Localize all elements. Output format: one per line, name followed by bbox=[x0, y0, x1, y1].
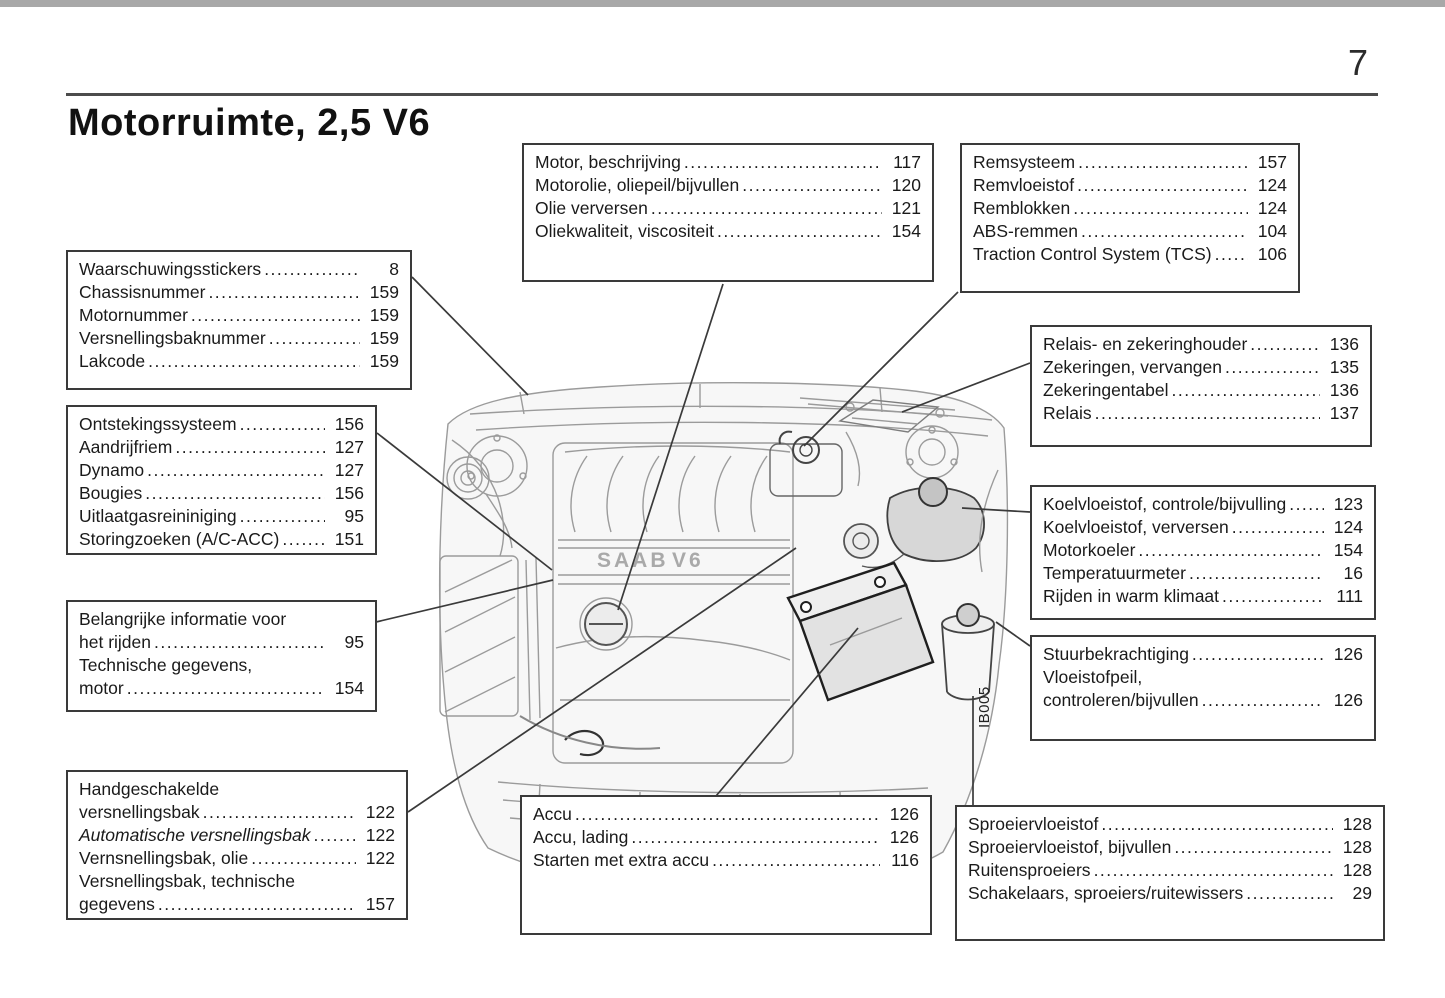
page-ref: 122 bbox=[365, 848, 395, 868]
page-ref: 157 bbox=[1257, 152, 1287, 172]
index-entry: Zekeringen, vervangen ..... 135 bbox=[1043, 356, 1359, 379]
dot-leader bbox=[240, 505, 325, 528]
page-ref: 123 bbox=[1333, 494, 1363, 514]
dot-leader bbox=[1202, 689, 1324, 712]
engine-cover-labels bbox=[597, 549, 704, 572]
dot-leader bbox=[147, 459, 325, 482]
dot-leader bbox=[1077, 174, 1248, 197]
page-ref: 29 bbox=[1352, 883, 1372, 903]
index-box-koelvloeistof bbox=[1030, 485, 1376, 620]
dot-leader bbox=[314, 824, 356, 847]
dot-leader bbox=[148, 350, 360, 373]
index-entry: Ontstekingssysteem ..... 156 bbox=[79, 413, 364, 436]
index-entry: Vernsnellingsbak, olie ..... 122 bbox=[79, 847, 395, 870]
index-entry: Relais- en zekeringhouder ..... 136 bbox=[1043, 333, 1359, 356]
page-ref: 16 bbox=[1343, 563, 1363, 583]
page-ref: 154 bbox=[334, 678, 364, 698]
index-entry: Lakcode ..... 159 bbox=[79, 350, 399, 373]
dot-leader bbox=[1138, 539, 1324, 562]
index-entry: Oliekwaliteit, viscositeit ..... 154 bbox=[535, 220, 921, 243]
index-box-versnellingsbak bbox=[66, 770, 408, 920]
page-ref: 8 bbox=[389, 259, 399, 279]
page-ref: 159 bbox=[369, 305, 399, 325]
index-entry: Waarschuwingsstickers ..... 8 bbox=[79, 258, 399, 281]
index-entry: Motornummer ..... 159 bbox=[79, 304, 399, 327]
dot-leader bbox=[1172, 379, 1321, 402]
dot-leader bbox=[154, 631, 325, 654]
index-entry: Versnellingsbak, technische gegevens ..... 157 bbox=[79, 870, 395, 916]
page-ref: 128 bbox=[1342, 814, 1372, 834]
index-box-ontsteking bbox=[66, 405, 377, 555]
index-entry: Chassisnummer ..... 159 bbox=[79, 281, 399, 304]
page-ref: 111 bbox=[1336, 586, 1363, 606]
leader-line bbox=[412, 277, 528, 395]
page-ref: 137 bbox=[1329, 403, 1359, 423]
dot-leader bbox=[742, 174, 882, 197]
index-box-remsysteem bbox=[960, 143, 1300, 293]
index-entry: Remvloeistof ..... 124 bbox=[973, 174, 1287, 197]
dot-leader bbox=[208, 281, 360, 304]
index-entry: Accu, lading ..... 126 bbox=[533, 826, 919, 849]
page-ref: 154 bbox=[1333, 540, 1363, 560]
page-ref: 136 bbox=[1329, 380, 1359, 400]
dot-leader bbox=[1081, 220, 1248, 243]
index-entry: Relais ..... 137 bbox=[1043, 402, 1359, 425]
page-ref: 159 bbox=[369, 351, 399, 371]
index-box-relais bbox=[1030, 325, 1372, 447]
index-entry: Schakelaars, sproeiers/ruitewissers ..... 29 bbox=[968, 882, 1372, 905]
page-ref: 95 bbox=[344, 506, 364, 526]
dot-leader bbox=[1078, 151, 1248, 174]
index-entry: ABS-remmen ..... 104 bbox=[973, 220, 1287, 243]
index-box-waarschuwing bbox=[66, 250, 412, 390]
dot-leader bbox=[191, 304, 360, 327]
page-ref: 156 bbox=[334, 414, 364, 434]
dot-leader bbox=[1250, 333, 1320, 356]
index-entry: Accu ..... 126 bbox=[533, 803, 919, 826]
figure-code: IB005 bbox=[976, 686, 993, 728]
page-ref: 126 bbox=[889, 827, 919, 847]
index-entry: Storingzoeken (A/C-ACC) ..... 151 bbox=[79, 528, 364, 551]
index-entry: Handgeschakelde versnellingsbak ..... 122 bbox=[79, 778, 395, 824]
page-ref: 159 bbox=[369, 328, 399, 348]
index-box-stuurbekrachtiging bbox=[1030, 635, 1376, 741]
page-ref: 127 bbox=[334, 460, 364, 480]
index-entry: Vloeistofpeil, controleren/bijvullen ..... 126 bbox=[1043, 666, 1363, 712]
page-ref: 121 bbox=[891, 198, 921, 218]
index-entry: Koelvloeistof, controle/bijvulling ..... 123 bbox=[1043, 493, 1363, 516]
index-box-motor bbox=[522, 143, 934, 282]
index-entry: Stuurbekrachtiging ..... 126 bbox=[1043, 643, 1363, 666]
dot-leader bbox=[1232, 516, 1324, 539]
dot-leader bbox=[264, 258, 360, 281]
index-entry: Belangrijke informatie voor het rijden ..... 95 bbox=[79, 608, 364, 654]
dot-leader bbox=[282, 528, 325, 551]
page-ref: 157 bbox=[365, 894, 395, 914]
index-entry: Dynamo ..... 127 bbox=[79, 459, 364, 482]
index-entry: Remsysteem ..... 157 bbox=[973, 151, 1287, 174]
page-ref: 106 bbox=[1257, 244, 1287, 264]
index-entry: Remblokken ..... 124 bbox=[973, 197, 1287, 220]
engine-model-label: V6 bbox=[672, 549, 704, 572]
page-ref: 159 bbox=[369, 282, 399, 302]
dot-leader bbox=[240, 413, 325, 436]
dot-leader bbox=[1189, 562, 1324, 585]
page-ref: 127 bbox=[334, 437, 364, 457]
page-ref: 124 bbox=[1333, 517, 1363, 537]
index-box-sproeier bbox=[955, 805, 1385, 941]
index-entry: Technische gegevens, motor ..... 154 bbox=[79, 654, 364, 700]
page-ref: 124 bbox=[1257, 175, 1287, 195]
engine-brand-label: SAAB bbox=[597, 549, 669, 572]
dot-leader bbox=[127, 677, 325, 700]
index-entry: Sproeiervloeistof, bijvullen ..... 128 bbox=[968, 836, 1372, 859]
index-entry: Aandrijfriem ..... 127 bbox=[79, 436, 364, 459]
page-ref: 128 bbox=[1342, 837, 1372, 857]
index-entry: Motorolie, oliepeil/bijvullen ..... 120 bbox=[535, 174, 921, 197]
dot-leader bbox=[717, 220, 882, 243]
page-ref: 122 bbox=[365, 825, 395, 845]
index-entry: Motor, beschrijving ..... 117 bbox=[535, 151, 921, 174]
page-ref: 151 bbox=[334, 529, 364, 549]
page-ref: 154 bbox=[891, 221, 921, 241]
index-entry: Ruitensproeiers ..... 128 bbox=[968, 859, 1372, 882]
index-box-accu bbox=[520, 795, 932, 935]
dot-leader bbox=[712, 849, 880, 872]
dot-leader bbox=[1073, 197, 1248, 220]
page-ref: 136 bbox=[1329, 334, 1359, 354]
index-entry: Sproeiervloeistof ..... 128 bbox=[968, 813, 1372, 836]
index-entry: Traction Control System (TCS) ..... 106 bbox=[973, 243, 1287, 266]
index-entry: Rijden in warm klimaat ..... 111 bbox=[1043, 585, 1363, 608]
index-entry: Starten met extra accu ..... 116 bbox=[533, 849, 919, 872]
dot-leader bbox=[1289, 493, 1324, 516]
index-entry: Olie verversen ..... 121 bbox=[535, 197, 921, 220]
dot-leader bbox=[158, 893, 356, 916]
page-title: Motorruimte, 2,5 V6 bbox=[68, 102, 431, 144]
page-ref: 128 bbox=[1342, 860, 1372, 880]
page-ref: 116 bbox=[891, 850, 919, 870]
dot-leader bbox=[651, 197, 882, 220]
dot-leader bbox=[1174, 836, 1333, 859]
page-ref: 120 bbox=[891, 175, 921, 195]
page-ref: 156 bbox=[334, 483, 364, 503]
page-ref: 126 bbox=[889, 804, 919, 824]
index-entry: Zekeringentabel ..... 136 bbox=[1043, 379, 1359, 402]
dot-leader bbox=[251, 847, 356, 870]
dot-leader bbox=[1222, 585, 1324, 608]
dot-leader bbox=[145, 482, 325, 505]
page-number: 7 bbox=[1347, 42, 1369, 83]
index-entry: Automatische versnellingsbak ..... 122 bbox=[79, 824, 395, 847]
page-ref: 124 bbox=[1257, 198, 1287, 218]
index-entry: Temperatuurmeter ..... 16 bbox=[1043, 562, 1363, 585]
index-box-belangrijk bbox=[66, 600, 377, 712]
dot-leader bbox=[1215, 243, 1248, 266]
index-entry: Koelvloeistof, verversen ..... 124 bbox=[1043, 516, 1363, 539]
dot-leader bbox=[1246, 882, 1333, 905]
page-ref: 126 bbox=[1333, 644, 1363, 664]
page-ref: 122 bbox=[365, 802, 395, 822]
index-entry: Motorkoeler ..... 154 bbox=[1043, 539, 1363, 562]
page-ref: 95 bbox=[344, 632, 364, 652]
dot-leader bbox=[1192, 643, 1324, 666]
dot-leader bbox=[684, 151, 882, 174]
dot-leader bbox=[631, 826, 880, 849]
page-ref: 126 bbox=[1333, 690, 1363, 710]
dot-leader bbox=[575, 803, 880, 826]
dot-leader bbox=[1095, 402, 1320, 425]
dot-leader bbox=[1094, 859, 1333, 882]
index-entry: Bougies ..... 156 bbox=[79, 482, 364, 505]
index-entry: Uitlaatgasreininiging ..... 95 bbox=[79, 505, 364, 528]
dot-leader bbox=[269, 327, 360, 350]
dot-leader bbox=[1225, 356, 1320, 379]
dot-leader bbox=[1101, 813, 1333, 836]
page-ref: 117 bbox=[893, 152, 921, 172]
index-entry: Versnellingsbaknummer ..... 159 bbox=[79, 327, 399, 350]
dot-leader bbox=[203, 801, 356, 824]
page-ref: 104 bbox=[1257, 221, 1287, 241]
dot-leader bbox=[175, 436, 325, 459]
page-ref: 135 bbox=[1329, 357, 1359, 377]
